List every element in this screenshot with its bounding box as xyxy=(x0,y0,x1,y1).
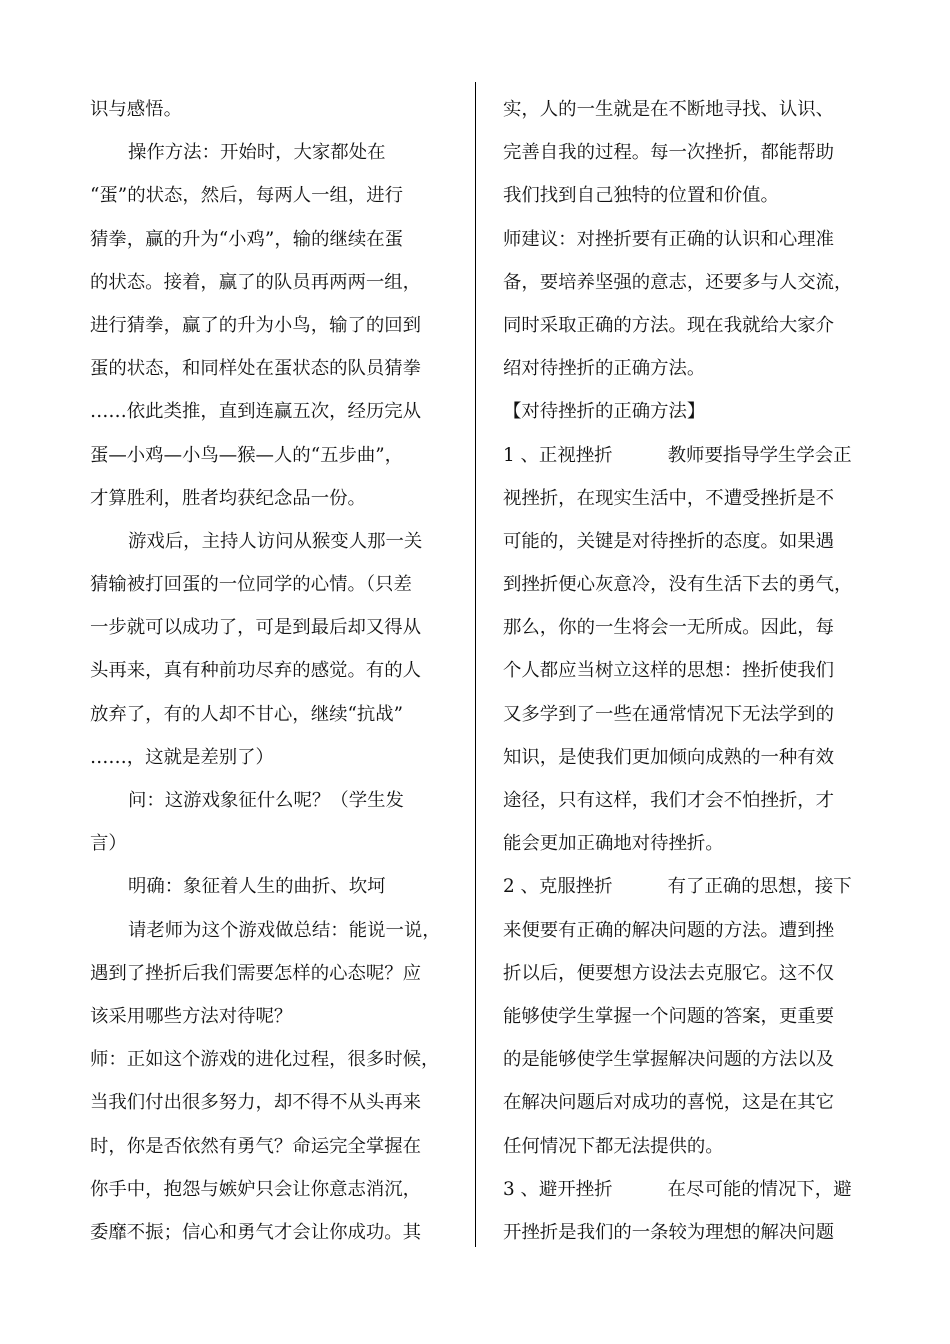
text-line: 时，你是否依然有勇气？命运完全掌握在 xyxy=(90,1135,422,1157)
text-line: 能会更加正确地对待挫折。 xyxy=(503,833,724,855)
text-line: 该采用哪些方法对待呢？ xyxy=(90,1005,293,1027)
text-line: 1 、正视挫折 教师要指导学生学会正 xyxy=(503,444,852,466)
text-line: 到挫折便心灰意冷，没有生活下去的勇气， xyxy=(503,574,853,596)
text-line: 师：正如这个游戏的进化过程，很多时候， xyxy=(90,1049,440,1071)
text-line: 进行猜拳，赢了的升为小鸟，输了的回到 xyxy=(90,314,422,336)
text-line: 我们找到自己独特的位置和价值。 xyxy=(503,185,779,207)
text-line: 来便要有正确的解决问题的方法。遭到挫 xyxy=(503,919,835,941)
right-column xyxy=(503,88,863,1254)
text-line: 遇到了挫折后我们需要怎样的心态呢？应 xyxy=(90,962,422,984)
text-line: 途径，只有这样，我们才会不怕挫折，才 xyxy=(503,790,835,811)
text-line: 任何情况下都无法提供的。 xyxy=(503,1135,724,1157)
text-line: 同时采取正确的方法。现在我就给大家介 xyxy=(503,314,835,336)
text-line: 3 、避开挫折 在尽可能的情况下，避 xyxy=(503,1178,852,1200)
text-line: 头再来，真有种前功尽弃的感觉。有的人 xyxy=(90,660,422,682)
text-line: 猜拳，赢的升为“小鸡”，输的继续在蛋 xyxy=(90,228,404,250)
text-line: 蛋—小鸡—小鸟—猴—人的“五步曲”， xyxy=(90,444,404,466)
text-line: 开挫折是我们的一条较为理想的解决问题 xyxy=(503,1221,835,1243)
left-column xyxy=(90,88,450,1254)
text-line: “蛋”的状态，然后，每两人一组，进行 xyxy=(90,185,404,207)
text-line: 个人都应当树立这样的思想：挫折使我们 xyxy=(503,660,835,682)
text-line: 备，要培养坚强的意志，还要多与人交流， xyxy=(503,271,853,293)
text-line: 当我们付出很多努力，却不得不从头再来 xyxy=(90,1092,422,1114)
text-line: 知识，是使我们更加倾向成熟的一种有效 xyxy=(503,746,835,768)
text-line: 绍对待挫折的正确方法。 xyxy=(503,358,706,380)
text-line: 请老师为这个游戏做总结：能说一说， xyxy=(128,919,441,941)
text-line: 又多学到了一些在通常情况下无法学到的 xyxy=(503,703,835,725)
text-line: 才算胜利，胜者均获纪念品一份。 xyxy=(90,487,366,509)
text-line: 言） xyxy=(90,833,127,855)
text-line: 操作方法：开始时，大家都处在 xyxy=(128,142,386,164)
text-line: 猜输被打回蛋的一位同学的心情。（只差 xyxy=(90,574,412,596)
text-line: 游戏后，主持人访问从猴变人那一关 xyxy=(128,530,423,552)
text-line: 视挫折，在现实生活中，不遭受挫折是不 xyxy=(503,487,835,509)
column-divider xyxy=(475,82,476,1247)
text-line: 在解决问题后对成功的喜悦，这是在其它 xyxy=(503,1092,835,1114)
text-line: 能够使学生掌握一个问题的答案，更重要 xyxy=(503,1005,835,1027)
text-line: 放弃了，有的人却不甘心，继续“抗战” xyxy=(90,703,404,725)
text-line: 委靡不振；信心和勇气才会让你成功。其 xyxy=(90,1221,422,1243)
text-line: 完善自我的过程。每一次挫折，都能帮助 xyxy=(503,142,835,164)
text-line: 那么，你的一生将会一无所成。因此，每 xyxy=(503,617,835,639)
text-line: 可能的，关键是对待挫折的态度。如果遇 xyxy=(503,530,835,552)
text-line: 师建议：对挫折要有正确的认识和心理准 xyxy=(503,228,835,250)
text-line: 实，人的一生就是在不断地寻找、认识、 xyxy=(503,99,835,120)
text-line: 问：这游戏象征什么呢？（学生发 xyxy=(128,790,404,811)
text-line: 2 、克服挫折 有了正确的思想，接下 xyxy=(503,876,852,898)
text-line: 明确：象征着人生的曲折、坎坷 xyxy=(128,876,386,898)
text-line: 【对待挫折的正确方法】 xyxy=(503,401,706,423)
text-line: 识与感悟。 xyxy=(90,99,182,120)
text-line: ……，这就是差别了） xyxy=(90,746,274,768)
text-line: 折以后，便要想方设法去克服它。这不仅 xyxy=(503,962,835,984)
text-line: ……依此类推，直到连赢五次，经历完从 xyxy=(90,401,422,423)
text-line: 你手中，抱怨与嫉妒只会让你意志消沉， xyxy=(90,1178,422,1200)
text-line: 的是能够使学生掌握解决问题的方法以及 xyxy=(503,1049,835,1071)
text-line: 蛋的状态，和同样处在蛋状态的队员猜拳 xyxy=(90,358,422,380)
text-line: 一步就可以成功了，可是到最后却又得从 xyxy=(90,617,422,639)
text-line: 的状态。接着，赢了的队员再两两一组， xyxy=(90,271,422,293)
